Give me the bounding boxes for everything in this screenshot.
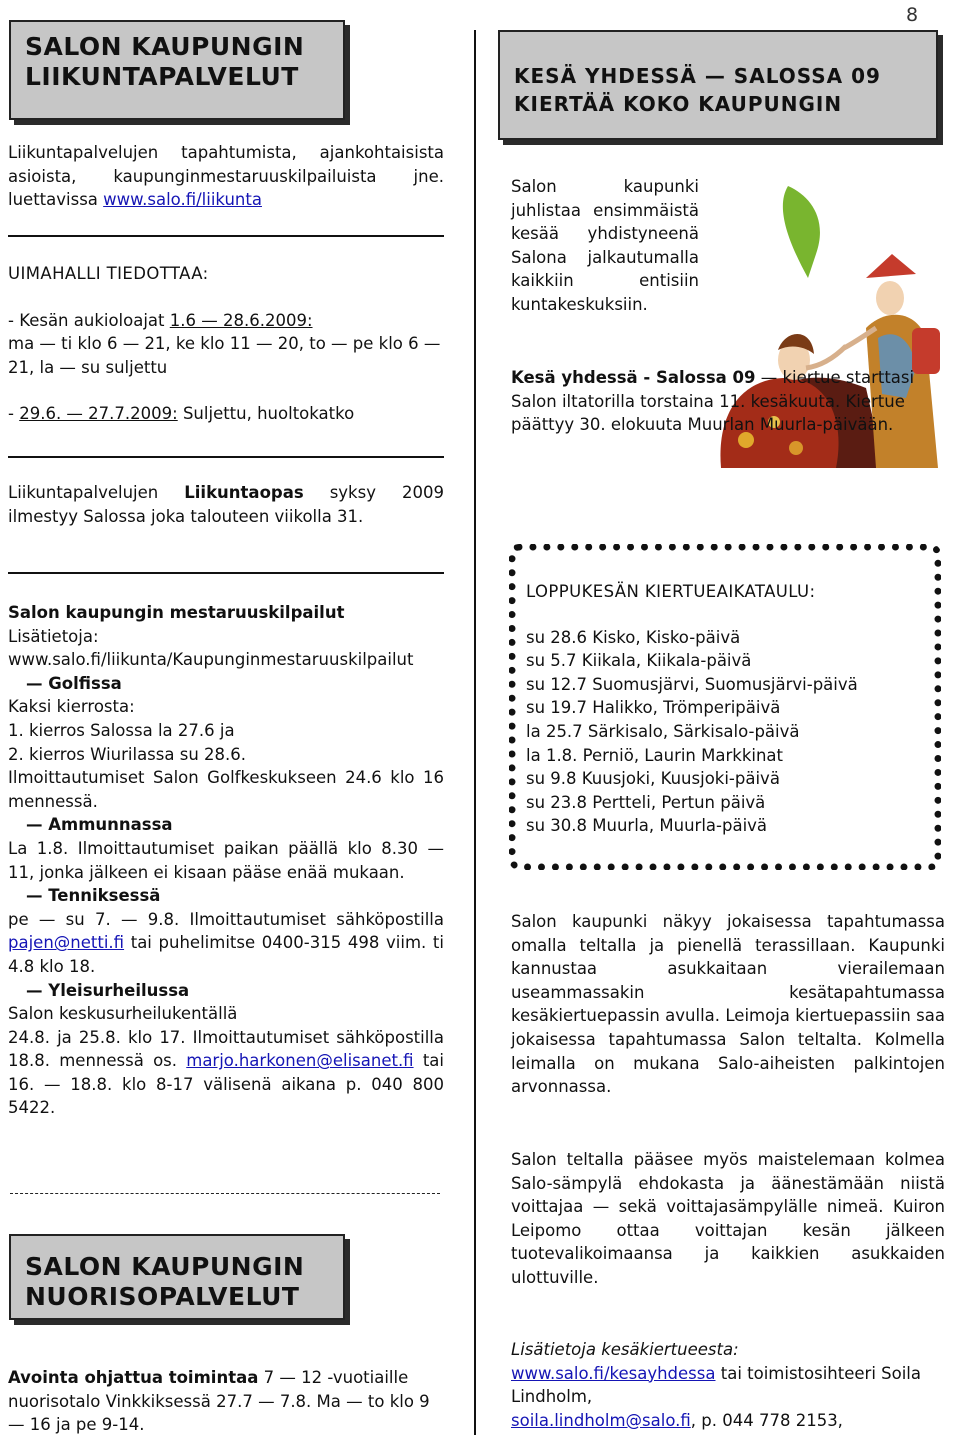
- dashed-divider: [10, 1193, 440, 1195]
- uimahalli-item2: - 29.6. — 27.7.2009: Suljettu, huoltokatko: [8, 404, 355, 424]
- contact-info: Lisätietoja kesäkiertueesta: www.salo.fi/kesayhdessa tai toimistosihteeri Soila Lindholm, soila.lindholm@salo.fi, p. 044 778 2153,: [511, 1338, 945, 1432]
- mestaruus-section: [8, 601, 444, 1120]
- yleis-title: — Yleisurheilussa: [26, 980, 190, 1000]
- schedule-item: su 19.7 Halikko, Trömperipäivä: [526, 698, 781, 718]
- teltta-paragraph: Salon kaupunki näkyy jokaisessa tapahtumassa omalla teltalla ja pienellä terassillaan. Kaupunki kannustaa asukkaitaan vierailemaan useammassakin kesätapahtumassa kesäkiertuepassin avulla. Leimoja kiertuepassiin saa jokaisessa tapahtumassa Salon teltalta. Kolmella leimalla on mukana Salo-aiheisten palkintojen arvonnassa.: [511, 912, 945, 1097]
- golf-title: — Golfissa: [26, 673, 122, 693]
- contact-email-link[interactable]: soila.lindholm@salo.fi: [511, 1410, 691, 1430]
- divider: [8, 456, 444, 458]
- ammunta-title: — Ammunnassa: [26, 815, 173, 835]
- yleis-email-link[interactable]: marjo.harkonen@elisanet.fi: [186, 1051, 414, 1071]
- page-number: 8: [906, 4, 919, 26]
- schedule-item: su 9.8 Kuusjoki, Kuusjoki-päivä: [526, 769, 780, 789]
- schedule-item: su 5.7 Kiikala, Kiikala-päivä: [526, 651, 752, 671]
- schedule-item: su 28.6 Kisko, Kisko-päivä: [526, 627, 741, 647]
- column-divider: [474, 30, 476, 1435]
- nuoriso-header-line1: SALON KAUPUNGIN: [25, 1252, 305, 1281]
- liikuntapalvelut-header: [9, 20, 345, 120]
- kesa-intro: Salon kaupunki juhlistaa ensimmäistä kesää yhdistyneenä Salona jalkautumalla kaikkiin entisiin kuntakeskuksiin.: [511, 177, 699, 314]
- tennis-email-link[interactable]: pajen@netti.fi: [8, 933, 125, 953]
- kesa-text: Kesä yhdessä - Salossa 09 — kiertue starttasi Salon iltatorilla torstaina 11. kesäkuuta. Kiertue päättyy 30. elokuuta Muurlan Muurla-päivään.: [511, 368, 915, 435]
- mestaruus-info-url: www.salo.fi/liikunta/Kaupunginmestaruuskilpailut: [8, 650, 414, 670]
- uimahalli-item1: - Kesän aukioloajat 1.6 — 28.6.2009:: [8, 310, 313, 330]
- liikuntaopas-text: Liikuntapalvelujen Liikuntaopas syksy 2009 ilmestyy Salossa joka talouteen viikolla 31.: [8, 483, 444, 526]
- contact-label: Lisätietoja kesäkiertueesta:: [511, 1340, 739, 1359]
- leaf-icon: [783, 186, 820, 278]
- golf-line: 1. kierros Salossa la 27.6 ja: [8, 720, 235, 740]
- tennis-title: — Tenniksessä: [26, 886, 161, 906]
- golf-line: Ilmoittautumiset Salon Golfkeskukseen 24.6 klo 16 mennessä.: [8, 768, 444, 811]
- uimahalli-title: UIMAHALLI TIEDOTTAA:: [8, 264, 209, 283]
- golf-line: 2. kierros Wiurilassa su 28.6.: [8, 744, 247, 764]
- header-line1: SALON KAUPUNGIN: [25, 32, 305, 61]
- schedule-item: la 25.7 Särkisalo, Särkisalo-päivä: [526, 721, 800, 741]
- kesa-header-line1: KESÄ YHDESSÄ — SALOSSA 09: [514, 64, 881, 88]
- schedule-item: su 30.8 Muurla, Muurla-päivä: [526, 816, 768, 836]
- schedule-list: [526, 580, 936, 838]
- tennis-text: pe — su 7. — 9.8. Ilmoittautumiset sähköpostilla pajen@netti.fi tai puhelimitse 0400-315 498 viim. ti 4.8 klo 18.: [8, 909, 444, 976]
- nuorisopalvelut-header: [9, 1234, 345, 1320]
- header-line2: LIIKUNTAPALVELUT: [25, 62, 299, 91]
- nuoriso-text: Avointa ohjattua toimintaa 7 — 12 -vuotiaille nuorisotalo Vinkkiksessä 27.7 — 7.8. Ma — to klo 9 — 16 ja pe 9-14.: [8, 1368, 430, 1435]
- liikunta-link[interactable]: www.salo.fi/liikunta: [103, 190, 262, 210]
- kesa-header-line2: KIERTÄÄ KOKO KAUPUNGIN: [514, 92, 843, 116]
- schedule-item: su 12.7 Suomusjärvi, Suomusjärvi-päivä: [526, 674, 858, 694]
- schedule-title: LOPPUKESÄN KIERTUEAIKATAULU:: [526, 582, 816, 601]
- mestaruus-title: Salon kaupungin mestaruuskilpailut: [8, 603, 345, 622]
- uimahalli-item1-text: ma — ti klo 6 — 21, ke klo 11 — 20, to — pe klo 6 — 21, la — su suljettu: [8, 334, 441, 377]
- divider: [8, 572, 444, 574]
- schedule-item: la 1.8. Perniö, Laurin Markkinat: [526, 745, 783, 765]
- yleis-text: 24.8. ja 25.8. klo 17. Ilmoittautumiset sähköpostilla 18.8. mennessä os. marjo.harkonen@elisanet.fi tai 16. — 18.8. klo 8-17 välisenä aikana p. 040 800 5422.: [8, 1027, 444, 1118]
- schedule-item: su 23.8 Pertteli, Pertun päivä: [526, 792, 766, 812]
- kesayhdessa-link[interactable]: www.salo.fi/kesayhdessa: [511, 1363, 716, 1383]
- liikunta-intro: Liikuntapalvelujen tapahtumista, ajankohtaisista asioista, kaupunginmestaruuskilpailuista jne. luettavissa www.salo.fi/liikunta: [8, 143, 444, 210]
- ammunta-text: La 1.8. Ilmoittautumiset paikan päällä klo 8.30 — 11, jonka jälkeen ei kisaan pääse enää mukaan.: [8, 838, 444, 882]
- divider: [8, 235, 444, 237]
- golf-line: Kaksi kierrosta:: [8, 697, 135, 717]
- sampyla-paragraph: Salon teltalla pääsee myös maistelemaan kolmea Salo-sämpylä ehdokasta ja äänestämään niistä voittajaa — sekä voittajasämpylälle nimeä. Kuiron Leipomo ottaa voittajan kesän jälkeen tuotevalikoimaansa ja kaikkien asukkaiden ulottuville.: [511, 1150, 945, 1287]
- nuoriso-header-line2: NUORISOPALVELUT: [25, 1282, 300, 1311]
- mestaruus-info-label: Lisätietoja:: [8, 626, 99, 646]
- uimahalli-section: [8, 262, 444, 426]
- yleis-place: Salon keskusurheilukentällä: [8, 1004, 238, 1024]
- kesa-header: [498, 30, 938, 140]
